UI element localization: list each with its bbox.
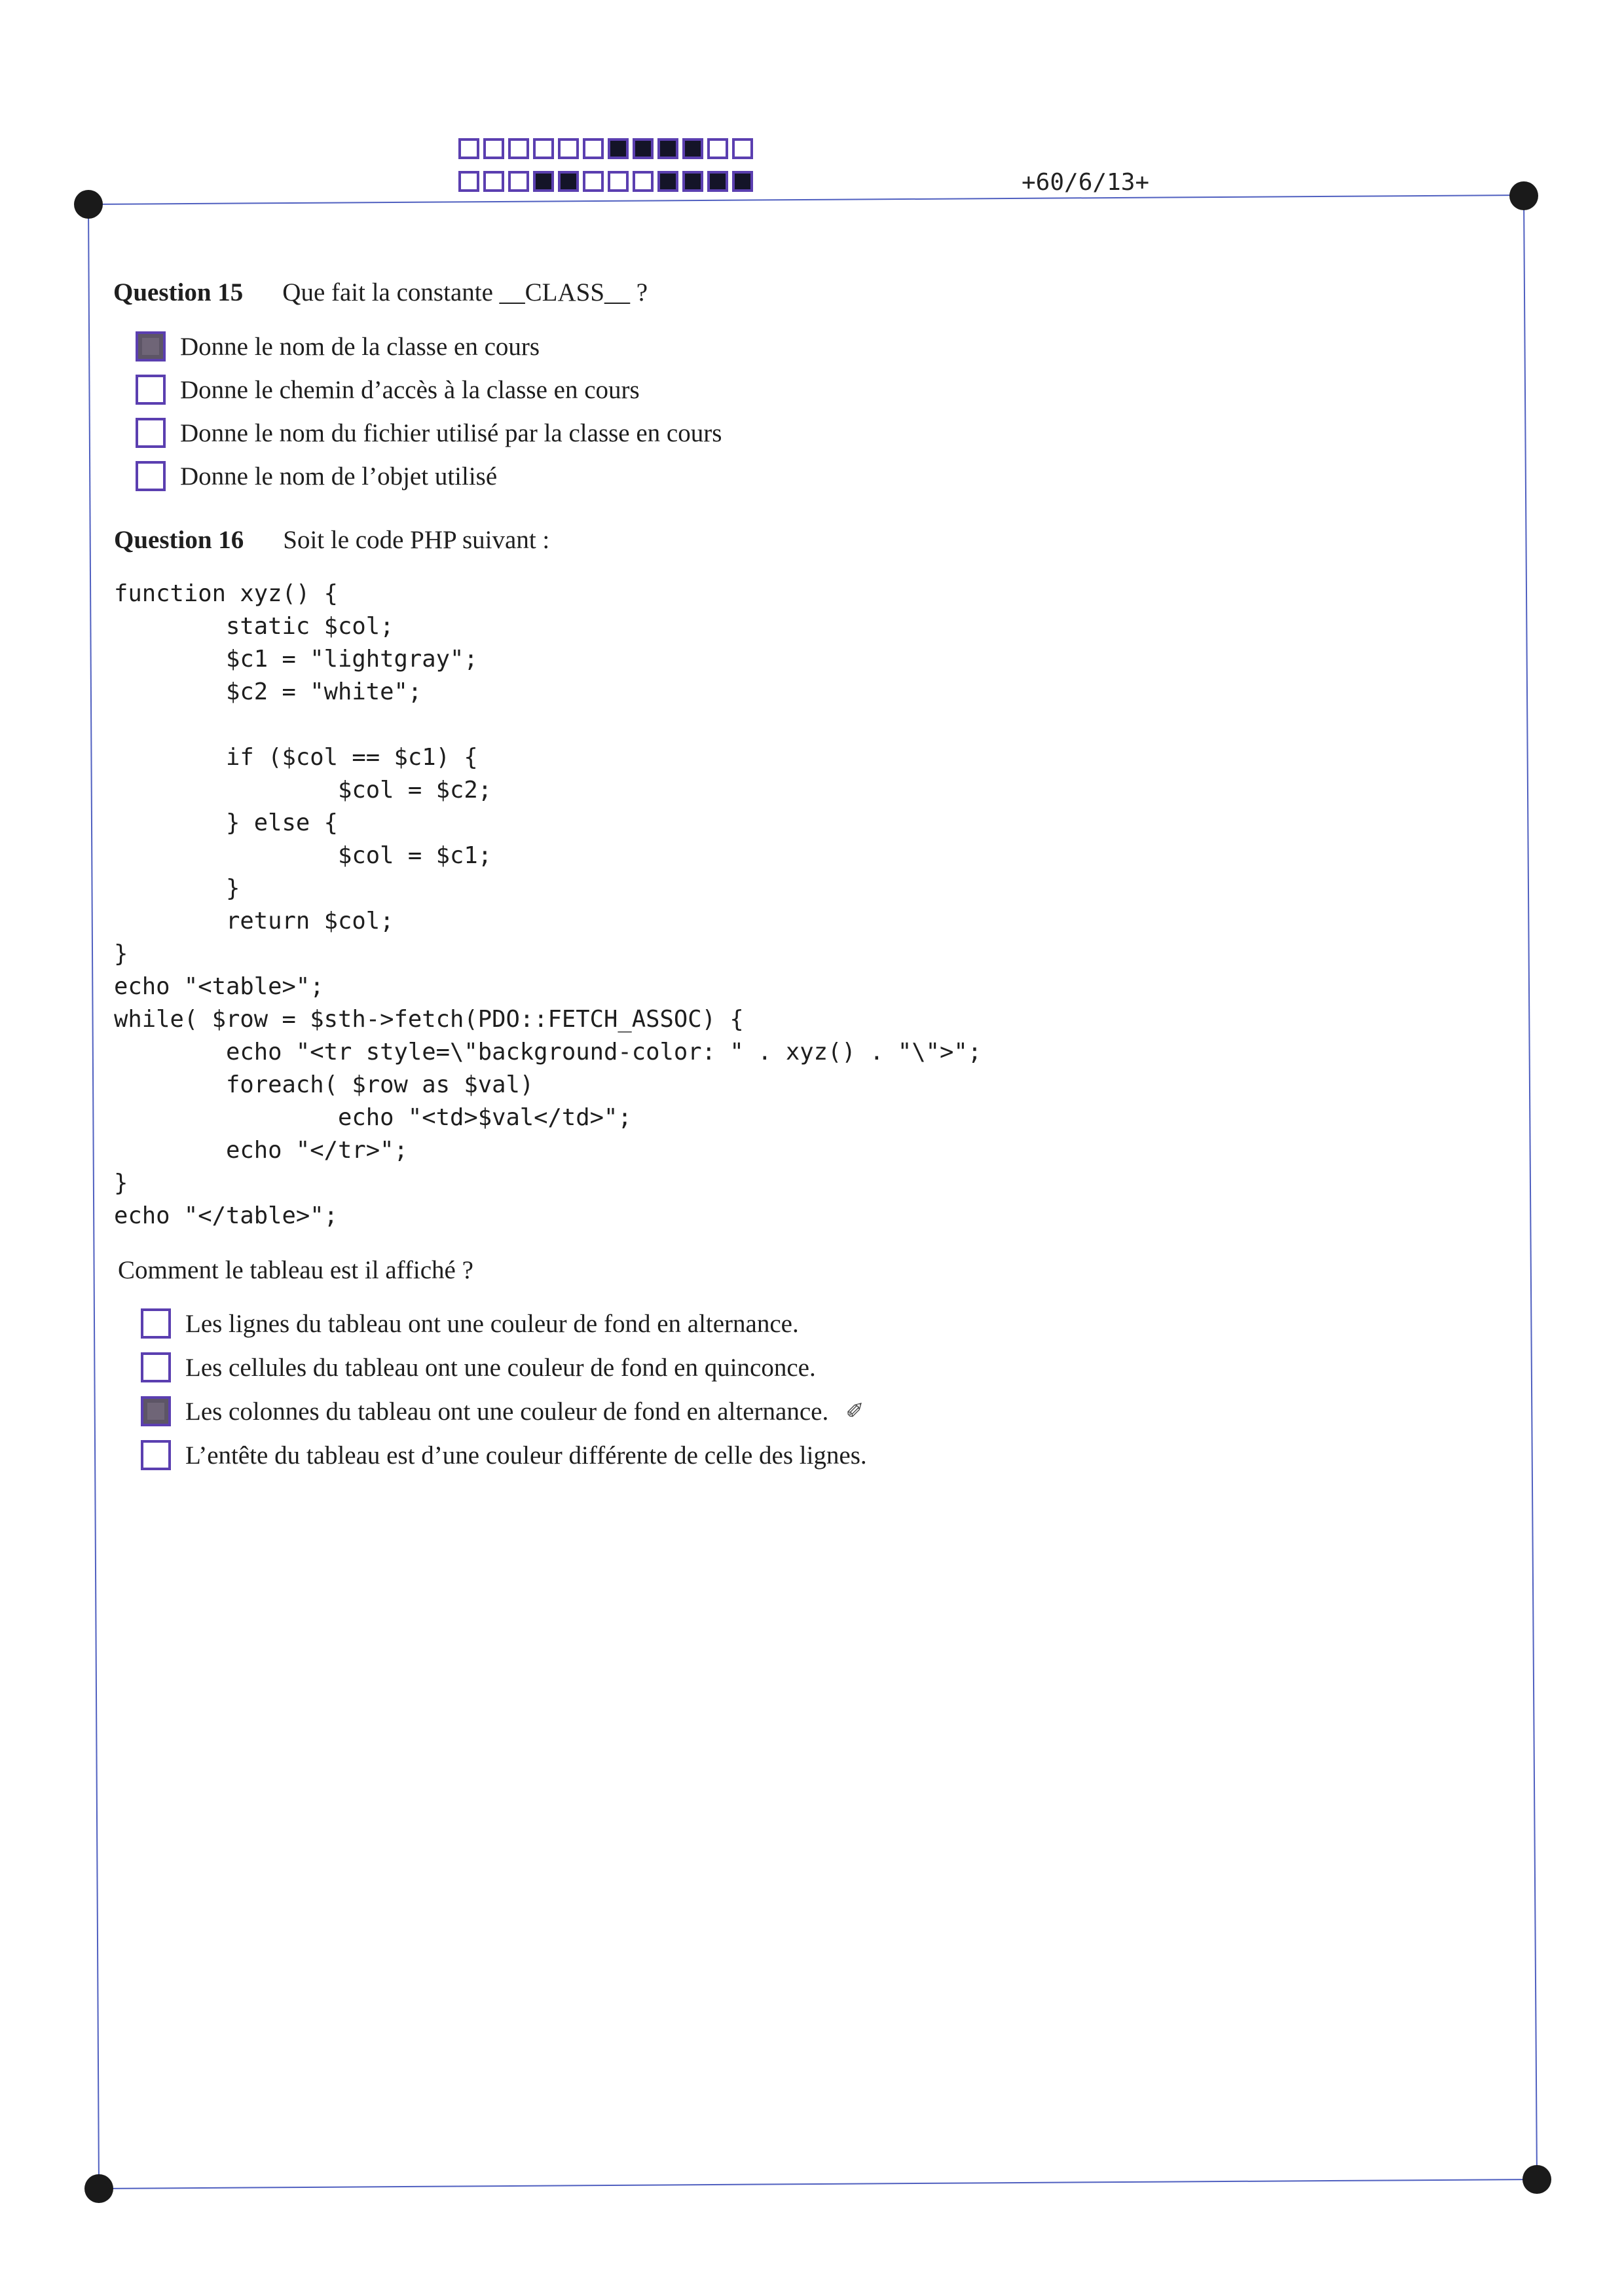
barcode-cell [483, 171, 504, 192]
barcode-cell [682, 171, 703, 192]
registration-mark-top-right [1509, 181, 1538, 210]
page-id: +60/6/13+ [1022, 169, 1150, 196]
barcode-cell [732, 171, 753, 192]
q16-option-4[interactable] [141, 1440, 867, 1470]
option-label: Donne le chemin d’accès à la classe en cours [180, 375, 640, 404]
q16-option-3[interactable] [141, 1396, 864, 1426]
barcode-cell [458, 138, 479, 159]
barcode-cell [458, 171, 479, 192]
checkbox[interactable] [141, 1440, 171, 1470]
barcode-cell [608, 138, 629, 159]
question-15-title [113, 278, 648, 307]
option-label: Les cellules du tableau ont une couleur de fond en quinconce. [185, 1353, 816, 1382]
q15-option-2[interactable] [136, 375, 640, 405]
barcode-cell [633, 171, 654, 192]
question-number: Question 15 [113, 278, 244, 306]
barcode-cell [682, 138, 703, 159]
question-16-prompt: Comment le tableau est il affiché ? [118, 1256, 473, 1284]
checkbox[interactable] [136, 331, 166, 361]
barcode-cell [707, 171, 728, 192]
question-text: Que fait la constante __CLASS__ ? [282, 278, 648, 306]
checkbox[interactable] [136, 418, 166, 448]
barcode-cell [583, 138, 604, 159]
checkbox[interactable] [141, 1352, 171, 1382]
question-number: Question 16 [114, 526, 244, 554]
barcode-cell [583, 171, 604, 192]
question-text: Soit le code PHP suivant : [283, 526, 550, 554]
q15-option-1[interactable] [136, 331, 540, 361]
barcode-cell [558, 138, 579, 159]
option-label: Les colonnes du tableau ont une couleur de fond en alternance. [185, 1397, 829, 1426]
barcode-row-2 [458, 171, 757, 192]
q15-option-3[interactable] [136, 418, 722, 448]
barcode-cell [483, 138, 504, 159]
php-code-block: function xyz() { static $col; $c1 = "lightgray"; $c2 = "white"; if ($col == $c1) { $col = $c2; } else { $col = $c1; } return $col; } echo "<table>"; while( $row = $sth->fetch(PDO::FETCH_ASSOC) { echo "<tr style=\"background-color: " . xyz() . "\">"; foreach( $row as $val) echo "<td>$val</td>"; echo "</tr>"; } echo "</table>"; [114, 580, 982, 1229]
q15-option-4[interactable] [136, 461, 497, 491]
option-label: Donne le nom de l’objet utilisé [180, 462, 498, 491]
q16-option-1[interactable] [141, 1308, 799, 1339]
barcode-cell [608, 171, 629, 192]
barcode-cell [732, 138, 753, 159]
barcode-cell [707, 138, 728, 159]
option-label: Les lignes du tableau ont une couleur de fond en alternance. [185, 1309, 799, 1338]
barcode-cell [558, 171, 579, 192]
checkbox[interactable] [141, 1308, 171, 1339]
barcode-row-1 [458, 138, 757, 159]
barcode-cell [508, 138, 529, 159]
option-label: L’entête du tableau est d’une couleur différente de celle des lignes. [185, 1441, 867, 1470]
pencil-mark-icon: ✐ [845, 1399, 864, 1424]
barcode-cell [633, 138, 654, 159]
barcode-cell [508, 171, 529, 192]
q16-option-2[interactable] [141, 1352, 816, 1382]
checkbox[interactable] [136, 375, 166, 405]
registration-mark-top-left [74, 190, 103, 219]
barcode-cell [657, 171, 678, 192]
checkbox[interactable] [136, 461, 166, 491]
option-label: Donne le nom du fichier utilisé par la classe en cours [180, 418, 722, 447]
barcode-cell [657, 138, 678, 159]
question-16-title [114, 525, 549, 555]
registration-mark-bottom-right [1522, 2165, 1551, 2194]
checkbox[interactable] [141, 1396, 171, 1426]
barcode-cell [533, 171, 554, 192]
option-label: Donne le nom de la classe en cours [180, 332, 540, 361]
barcode-cell [533, 138, 554, 159]
registration-mark-bottom-left [84, 2174, 113, 2203]
